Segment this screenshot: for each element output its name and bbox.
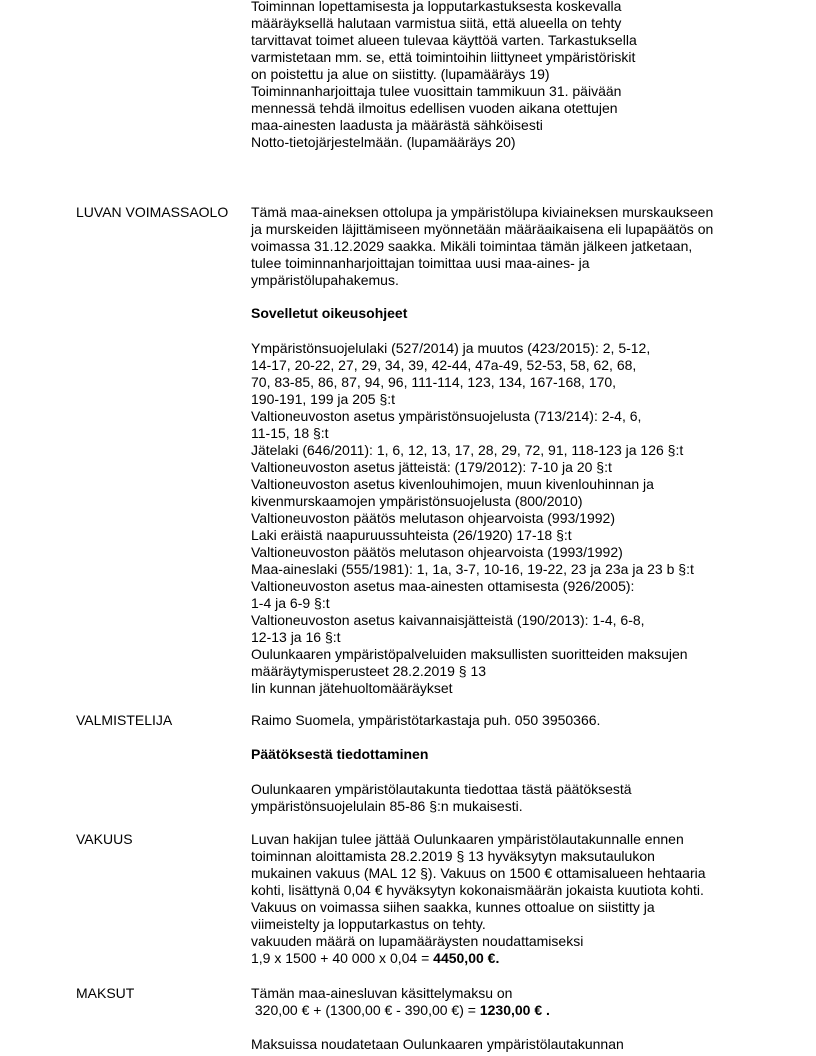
vakuus-line: vakuuden määrä on lupamääräysten noudattamiseksi (251, 933, 584, 949)
oikeusohje-line: Valtioneuvoston asetus kivenlouhimojen, muun kivenlouhinnan ja (251, 476, 654, 492)
maksut-total: 1230,00 € . (479, 1002, 550, 1018)
voimassaolo-line: tulee toiminnanharjoittajan toimittaa uusi maa-aines- ja (251, 255, 590, 271)
top-paragraph-line: Notto-tietojärjestelmään. (lupamääräys 20) (251, 134, 516, 150)
vakuus-line: toiminnan aloittamista 28.2.2019 § 13 hyväksytyn maksutaulukon (251, 848, 655, 864)
oikeusohje-line: Ympäristönsuojelulaki (527/2014) ja muutos (423/2015): 2, 5-12, (251, 340, 651, 356)
oikeusohje-line: Iin kunnan jätehuoltomääräykset (251, 680, 453, 696)
top-paragraph-line: on poistettu ja alue on siistitty. (lupamääräys 19) (251, 66, 550, 82)
tiedottaminen-line: ympäristönsuojelulain 85-86 §:n mukaisesti. (251, 798, 523, 814)
vakuus-total: 4450,00 €. (433, 950, 500, 966)
voimassaolo-line: ympäristölupahakemus. (251, 272, 399, 288)
oikeusohje-line: Valtioneuvoston asetus kaivannaisjätteistä (190/2013): 1-4, 6-8, (251, 612, 645, 628)
vakuus-line: Vakuus on voimassa siihen saakka, kunnes ottoalue on siistitty ja (251, 899, 655, 915)
maksut-line: Tämän maa-ainesluvan käsittelymaksu on (251, 985, 513, 1001)
oikeusohje-line: 12-13 ja 16 §:t (251, 629, 341, 645)
top-paragraph-line: maa-ainesten laadusta ja määrästä sähköisesti (251, 117, 543, 133)
oikeusohje-line: määräytymisperusteet 28.2.2019 § 13 (251, 663, 487, 679)
maksut-calc: 320,00 € + (1300,00 € - 390,00 €) = (251, 1002, 480, 1018)
section-label-maksut: MAKSUT (76, 985, 135, 1001)
top-paragraph-line: määräyksellä halutaan varmistua siitä, että alueella on tehty (251, 15, 622, 31)
voimassaolo-line: Tämä maa-aineksen ottolupa ja ympäristölupa kiviaineksen murskaukseen (251, 204, 714, 220)
oikeusohje-line: Valtioneuvoston asetus jätteistä: (179/2012): 7-10 ja 20 §:t (251, 459, 612, 475)
oikeusohje-line: Valtioneuvoston asetus maa-ainesten ottamisesta (926/2005): (251, 578, 635, 594)
oikeusohje-line: 14-17, 20-22, 27, 29, 34, 39, 42-44, 47a-49, 52-53, 58, 62, 68, (251, 357, 637, 373)
section-label-valmistelija: VALMISTELIJA (76, 712, 173, 728)
oikeusohjeet-heading: Sovelletut oikeusohjeet (251, 305, 408, 321)
vakuus-line: Luvan hakijan tulee jättää Oulunkaaren ympäristölautakunnalle ennen (251, 831, 684, 847)
tiedottaminen-line: Oulunkaaren ympäristölautakunta tiedottaa tästä päätöksestä (251, 781, 632, 797)
oikeusohje-line: Oulunkaaren ympäristöpalveluiden maksullisten suoritteiden maksujen (251, 646, 688, 662)
voimassaolo-line: voimassa 31.12.2029 saakka. Mikäli toimintaa tämän jälkeen jatketaan, (251, 238, 693, 254)
oikeusohje-line: Jätelaki (646/2011): 1, 6, 12, 13, 17, 28, 29, 72, 91, 118-123 ja 126 §:t (251, 442, 684, 458)
top-paragraph-line: varmistetaan mm. se, että toimintoihin liittyneet ympäristöriskit (251, 49, 636, 65)
vakuus-line: kohti, lisättynä 0,04 € hyväksytyn kokonaismäärän jokaista kuutiota kohti. (251, 882, 704, 898)
section-label-vakuus: VAKUUS (76, 831, 133, 847)
oikeusohje-line: Valtioneuvoston asetus ympäristönsuojelusta (713/214): 2-4, 6, (251, 408, 642, 424)
oikeusohje-line: 1-4 ja 6-9 §:t (251, 595, 330, 611)
oikeusohje-line: 190-191, 199 ja 205 §:t (251, 391, 396, 407)
oikeusohje-line: 70, 83-85, 86, 87, 94, 96, 111-114, 123, 134, 167-168, 170, (251, 374, 617, 390)
top-paragraph-line: tarvittavat toimet alueen tulevaa käyttöä varten. Tarkastuksella (251, 32, 637, 48)
section-label-voimassaolo: LUVAN VOIMASSAOLO (76, 204, 229, 220)
oikeusohje-line: Maa-aineslaki (555/1981): 1, 1a, 3-7, 10-16, 19-22, 23 ja 23a ja 23 b §:t (251, 561, 694, 577)
vakuus-calc-line (251, 950, 499, 967)
top-paragraph-line: mennessä tehdä ilmoitus edellisen vuoden aikana otettujen (251, 100, 618, 116)
oikeusohje-line: kivenmurskaamojen ympäristönsuojelusta (800/2010) (251, 493, 583, 509)
vakuus-line: viimeistelty ja lopputarkastus on tehty. (251, 916, 486, 932)
oikeusohje-line: 11-15, 18 §:t (251, 425, 329, 441)
top-paragraph-line: Toiminnanharjoittaja tulee vuosittain tammikuun 31. päivään (251, 83, 622, 99)
vakuus-calc: 1,9 x 1500 + 40 000 x 0,04 = (251, 950, 434, 966)
oikeusohje-line: Valtioneuvoston päätös melutason ohjearvoista (1993/1992) (251, 544, 623, 560)
tiedottaminen-heading: Päätöksestä tiedottaminen (251, 746, 429, 762)
top-paragraph-line: Toiminnan lopettamisesta ja lopputarkastuksesta koskevalla (251, 0, 622, 14)
vakuus-line: mukainen vakuus (MAL 12 §). Vakuus on 1500 € ottamisalueen hehtaaria (251, 865, 706, 881)
voimassaolo-line: ja murskeiden läjittämiseen myönnetään määräaikaisena eli lupapäätös on (251, 221, 714, 237)
maksut-calc-line (251, 1002, 550, 1019)
valmistelija-text: Raimo Suomela, ympäristötarkastaja puh. 050 3950366. (251, 712, 601, 728)
maksut-line: Maksuissa noudatetaan Oulunkaaren ympäristölautakunnan (251, 1036, 624, 1052)
oikeusohje-line: Valtioneuvoston päätös melutason ohjearvoista (993/1992) (251, 510, 615, 526)
oikeusohje-line: Laki eräistä naapuruussuhteista (26/1920) 17-18 §:t (251, 527, 572, 543)
